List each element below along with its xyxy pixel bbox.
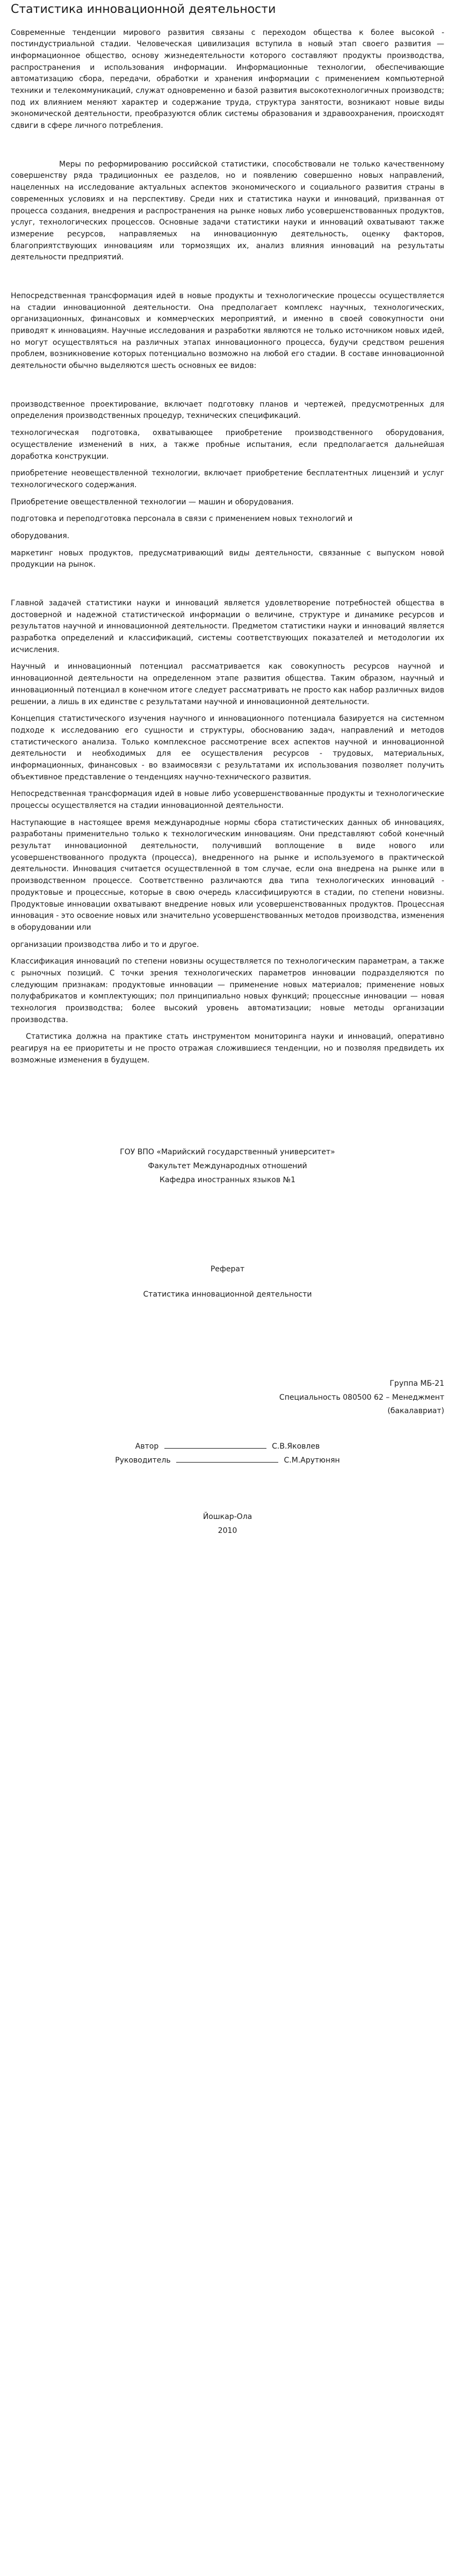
paragraph: Главной задачей статистики науки и инноваций является удовлетворение потребностей общества в достоверной и надежной статистической информации о величине, структуре и динамике ресурсов и результатов научной и инновационной деятельности. Предметом статистики науки и инноваций является разработка определений и классификаций, системы соответствующих показателей и методологии их исчисления.: [11, 599, 444, 654]
specialty: Специальность 080500 62 – Менеджмент: [279, 1393, 444, 1402]
year: 2010: [218, 1526, 237, 1536]
author-name: С.В.Яковлев: [272, 1442, 320, 1451]
supervisor-signature-row: [11, 1455, 444, 1467]
work-type: Реферат: [210, 1264, 245, 1273]
paragraph: Современные тенденции мирового развития связаны с переходом общества к более высокой - постиндустриальной стадии. Человеческая цивилизация вступила в новый этап своего развития — информационное общество, основу жизнедеятельности которого составляют продукты производства, распространения и использования информации. Информационные технологии, обеспечивающие автоматизацию сбора, передачи, обработки и хранения информации с применением компьютерной техники и телекоммуникаций, служат одновременно и базой развития высокотехнологичных производств; под их влиянием меняют характер и содержание труда, структура занятости, возникают новые виды экономической деятельности, преобразуются облик системы образования и здравоохранения, происходят сдвиги в сфере личного потребления.: [11, 28, 444, 131]
university-name: ГОУ ВПО «Марийский государственный университет»: [120, 1148, 335, 1157]
list-item: оборудования.: [11, 531, 70, 540]
paragraph: Классификация инноваций по степени новизны осуществляется по технологическим параметрам, а также с рыночных позиций. С точки зрения технологических параметров инновации подразделяются по следующим признакам: продуктовые инновации — применение новых материалов; применение новых полуфабрикатов и комплектующих; пол принципиально новых функций; процессные инновации — новая технология производства; более высокий уровень автоматизации; новые методы организации производства.: [11, 957, 444, 1024]
author-signature-row: [11, 1441, 444, 1453]
signature-line: [164, 1442, 266, 1449]
department-name: Кафедра иностранных языков №1: [159, 1175, 296, 1184]
signature-line: [176, 1456, 278, 1463]
title-page: [11, 1147, 444, 1537]
paragraph: организации производства либо и то и другое.: [11, 940, 199, 949]
document-title: Статистика инновационной деятельности: [11, 3, 276, 16]
city: Йошкар-Ола: [203, 1513, 252, 1522]
list-item: маркетинг новых продуктов, предусматривающий виды деятельности, связанные с выпуском новой продукции на рынок.: [11, 548, 444, 569]
list-item: подготовка и переподготовка персонала в связи с применением новых технологий и: [11, 515, 353, 524]
list-item: Приобретение овеществленной технологии — машин и оборудования.: [11, 497, 294, 506]
author-label: Автор: [135, 1442, 159, 1451]
paragraph: Научный и инновационный потенциал рассматривается как совокупность ресурсов научной и инновационной деятельности на определенном этапе развития общества. Таким образом, научный и инновационный потенциал в конечном итоге следует рассматривать не просто как набор различных видов решении, а лишь в их единстве с результатами научной и инновационной деятельности.: [11, 662, 444, 706]
faculty-name: Факультет Международных отношений: [148, 1162, 307, 1171]
paragraph: Непосредственная трансформация идей в новые либо усовершенствованные продукты и технологические процессы осуществляется на стадии инновационной деятельности.: [11, 790, 444, 811]
supervisor-name: С.М.Арутюнян: [284, 1456, 340, 1465]
paragraph: Концепция статистического изучения научного и инновационного потенциала базируется на системном подходе к исследованию его сущности и структуры, обоснованию задач, направлений и методов статистического анализа. Только комплексное рассмотрение всех аспектов научной и инновационной деятельности и необходимых для ее осуществления ресурсов - трудовых, материальных, информационных, финансовых - во взаимосвязи с результатами их использования позволяет получить объективное представление о тенденциях научно-технического развития.: [11, 714, 444, 782]
list-item: производственное проектирование, включает подготовку планов и чертежей, предусмотренных для определения производственных процедур, технических спецификаций.: [11, 400, 444, 421]
paragraph: Меры по реформированию российской статистики, способствовали не только качественному совершенству ряда традиционных ее разделов, но и появлению совершенно новых направлений, нацеленных на исследование актуальных аспектов экономического и социального развития страны в современных условиях и на перспективу. Среди них и статистика науки и инноваций, призванная от процесса создания, внедрения и распространения на рынке новых либо усовершенствованных продуктов, услуг, технологических процессов. Основные задачи статистики науки и инноваций охватывают также измерение ресурсов, направляемых на инновационную деятельность, оценку факторов, благоприятствующих инновациям или тормозящих их, анализ влияния инноваций на результаты деятельности предприятий.: [11, 160, 444, 262]
work-topic: Статистика инновационной деятельности: [143, 1290, 312, 1299]
paragraph: Непосредственная трансформация идей в новые продукты и технологические процессы осуществляется на стадии инновационной деятельности. Она предполагает комплекс научных, технологических, организационных, финансовых и коммерческих мероприятий, и именно в своей совокупности они приводят к инновациям. Научные исследования и разработки являются не только источником новых идей, но могут осуществляться на различных этапах инновационного процесса, будучи средством решения проблем, возникновение которых потенциально возможно на любой его стадии. В составе инновационной деятельности обычно выделяются шесть основных ее видов:: [11, 291, 444, 371]
degree: (бакалавриат): [387, 1407, 444, 1416]
student-group: Группа МБ-21: [389, 1379, 444, 1388]
paragraph: Наступающие в настоящее время международные нормы сбора статистических данных об инновациях, разработаны применительно только к технологическим инновациям. Они представляют собой конечный результат инновационной деятельности, получивший воплощение в виде нового или усовершенствованного продукта (процесса), внедренного на рынке и используемого в практической деятельности. Инновация считается осуществленной в том случае, если она внедрена на рынке или в производственном процессе. Соответственно различаются два типа технологических инноваций - продуктовые и процессные, которые в свою очередь классифицируются в стадии, по степени новизны. Продуктовые инновации охватывают внедрение новых или усовершенствованных продуктов. Процессная инновация - это освоение новых или значительно усовершенствованных методов производства, изменения в оборудовании или: [11, 818, 444, 932]
supervisor-label: Руководитель: [115, 1456, 171, 1465]
paragraph: Статистика должна на практике стать инструментом мониторинга науки и инноваций, оперативно реагируя на ее приоритеты и не просто отражая сложившиеся тенденции, но и позволяя предвидеть их возможные изменения в будущем.: [11, 1032, 444, 1065]
list-item: приобретение неовеществленной технологии, включает приобретение бесплатентных лицензий и услуг технологического содержания.: [11, 469, 444, 489]
list-item: технологическая подготовка, охватывающее приобретение производственного оборудования, осуществление изменений в них, а также пробные испытания, если предполагается дальнейшая доработка конструкции.: [11, 429, 444, 461]
